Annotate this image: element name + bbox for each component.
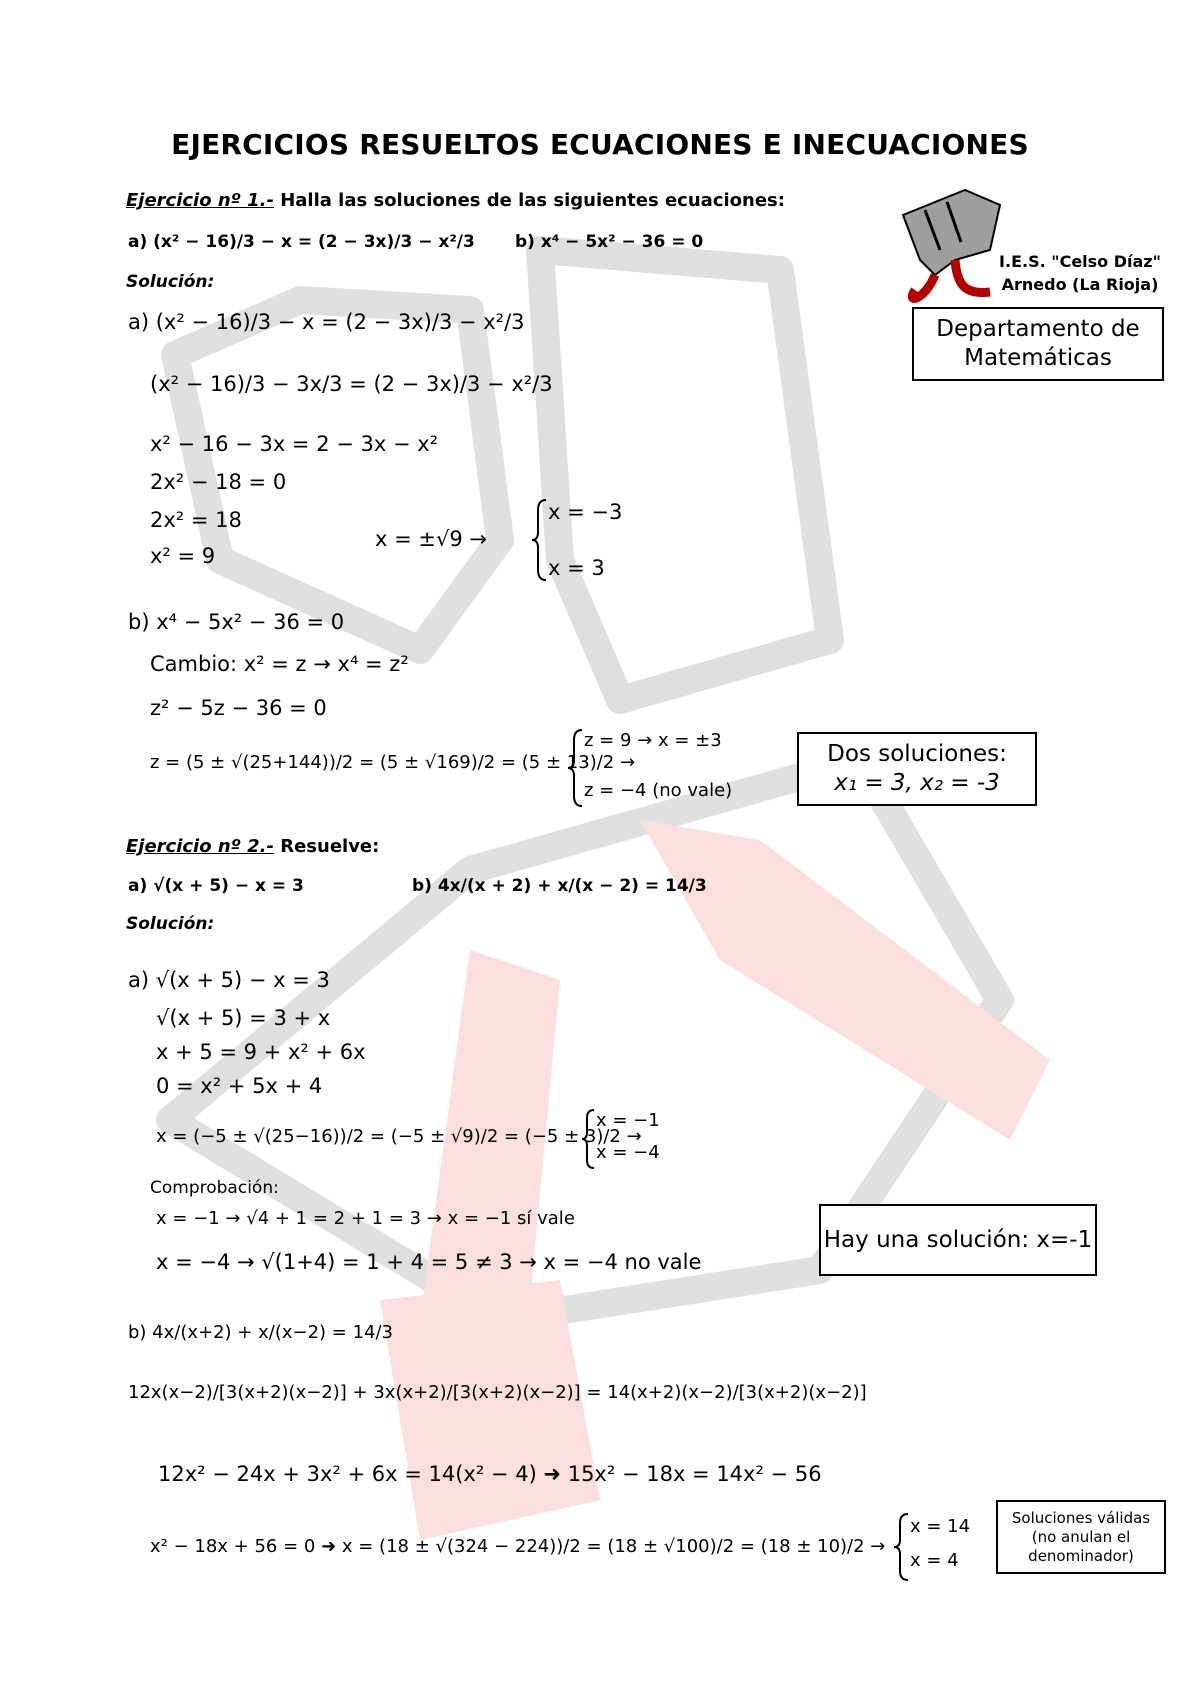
ex2a-step-5: x = (−5 ± √(25−16))/2 = (−5 ± √9)/2 = (−5 ± 3)/2 →: [156, 1126, 642, 1147]
ex2b-step-3: 12x² − 24x + 3x² + 6x = 14(x² − 4) ➜ 15x² − 18x = 14x² − 56: [158, 1462, 822, 1486]
ex1b-result-line-1: Dos soluciones:: [827, 741, 1007, 767]
ex2a-check-2: x = −4 → √(1+4) = 1 + 4 = 5 ≠ 3 → x = −4 no vale: [156, 1250, 702, 1274]
ex1b-result-box: [797, 732, 1037, 806]
ex1b-case-2: z = −4 (no vale): [584, 780, 733, 801]
ex2a-step-3: x + 5 = 9 + x² + 6x: [156, 1040, 366, 1064]
exercise-2b-statement: b) 4x/(x + 2) + x/(x − 2) = 14/3: [412, 876, 707, 896]
ex1b-step-2: Cambio: x² = z → x⁴ = z²: [150, 652, 409, 676]
ex2a-step-2: √(x + 5) = 3 + x: [156, 1006, 331, 1030]
exercise-1-solution-label: Solución:: [126, 272, 215, 292]
ex1b-step-3: z² − 5z − 36 = 0: [150, 696, 327, 720]
ex2b-result-box: [996, 1500, 1166, 1574]
ex2b-brace: [892, 1512, 912, 1582]
ex2b-result-line-3: denominador): [1028, 1546, 1134, 1565]
school-location: Arnedo (La Rioja): [1001, 275, 1159, 294]
ex1b-brace: [566, 728, 586, 808]
exercise-2a-statement: a) √(x + 5) − x = 3: [128, 876, 304, 896]
ex1a-step-2: (x² − 16)/3 − 3x/3 = (2 − 3x)/3 − x²/3: [150, 372, 553, 396]
ex2a-case-2: x = −4: [596, 1142, 660, 1163]
ex2a-result-box: [819, 1204, 1097, 1276]
ex2b-case-1: x = 14: [910, 1516, 971, 1537]
ex2a-step-4: 0 = x² + 5x + 4: [156, 1074, 323, 1098]
ex1a-solution-1: x = −3: [548, 500, 623, 524]
ex2b-step-2: 12x(x−2)/[3(x+2)(x−2)] + 3x(x+2)/[3(x+2)(x−2)] = 14(x+2)(x−2)/[3(x+2)(x−2)]: [128, 1382, 867, 1403]
ex2b-case-2: x = 4: [910, 1550, 959, 1571]
exercise-1b-statement: b) x⁴ − 5x² − 36 = 0: [515, 232, 704, 252]
ex2a-check-1: x = −1 → √4 + 1 = 2 + 1 = 3 → x = −1 sí vale: [156, 1208, 575, 1229]
exercise-2-statement: Resuelve:: [280, 836, 380, 857]
ex2a-case-1: x = −1: [596, 1110, 660, 1131]
ex2a-check-label: Comprobación:: [150, 1178, 279, 1198]
ex1a-step-6: x² = 9: [150, 544, 216, 568]
department-box: [912, 307, 1164, 381]
ex2b-step-1: b) 4x/(x+2) + x/(x−2) = 14/3: [128, 1322, 393, 1343]
ex1b-result-line-2: x₁ = 3, x₂ = -3: [834, 770, 1000, 796]
ex1b-step-4: z = (5 ± √(25+144))/2 = (5 ± √169)/2 = (5 ± 13)/2 →: [150, 752, 636, 773]
ex2b-result-line-2: (no anulan el: [1031, 1527, 1131, 1546]
ex2b-step-4: x² − 18x + 56 = 0 ➜ x = (18 ± √(324 − 224))/2 = (18 ± √100)/2 = (18 ± 10)/2 →: [150, 1536, 886, 1557]
school-logo: [895, 180, 1005, 310]
ex2a-step-1: a) √(x + 5) − x = 3: [128, 968, 330, 992]
exercise-1-label: Ejercicio nº 1.-: [126, 190, 274, 211]
ex1a-step-4: 2x² − 18 = 0: [150, 470, 287, 494]
ex1a-step-1: a) (x² − 16)/3 − x = (2 − 3x)/3 − x²/3: [128, 310, 525, 334]
exercise-2-solution-label: Solución:: [126, 914, 215, 934]
ex1b-case-1: z = 9 → x = ±3: [584, 730, 722, 751]
exercise-1a-statement: a) (x² − 16)/3 − x = (2 − 3x)/3 − x²/3: [128, 232, 475, 252]
ex2b-result-line-1: Soluciones válidas: [1011, 1508, 1151, 1527]
ex1a-brace: [530, 498, 550, 582]
department-name: Departamento de Matemáticas: [936, 316, 1140, 371]
exercise-1-statement: Halla las soluciones de las siguientes ecuaciones:: [280, 190, 785, 211]
ex1a-step-3: x² − 16 − 3x = 2 − 3x − x²: [150, 432, 439, 456]
school-name: I.E.S. "Celso Díaz": [999, 252, 1161, 271]
ex2a-result-text: Hay una solución: x=-1: [823, 1226, 1093, 1253]
ex1a-step-5: 2x² = 18: [150, 508, 242, 532]
ex1b-step-1: b) x⁴ − 5x² − 36 = 0: [128, 610, 345, 634]
ex1a-root: x = ±√9 →: [375, 527, 487, 551]
exercise-2-label: Ejercicio nº 2.-: [126, 836, 274, 857]
ex1a-solution-2: x = 3: [548, 556, 605, 580]
page-title: EJERCICIOS RESUELTOS ECUACIONES E INECUACIONES: [171, 128, 1029, 161]
